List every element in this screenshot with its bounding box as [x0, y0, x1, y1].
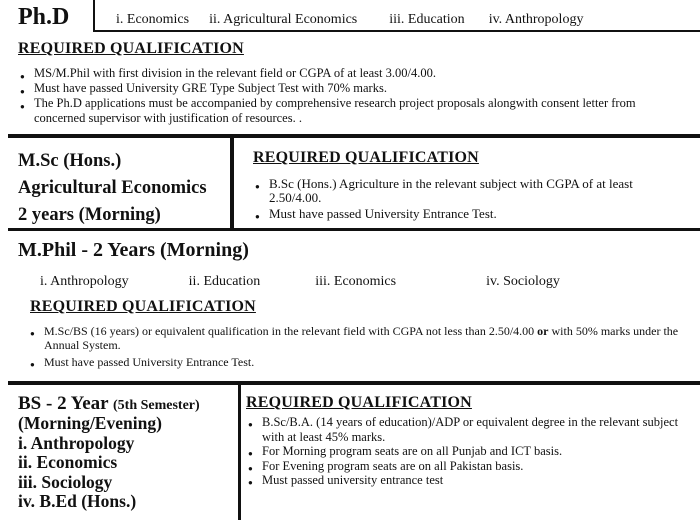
mphil-bullet-1a: M.Sc/BS (16 years) or equivalent qualification in the relevant field with CGPA not less than 2.50/4.00 — [44, 324, 538, 338]
phd-field-4: iv. Anthropology — [488, 12, 584, 27]
bs-program-2: ii. Economics — [18, 452, 118, 472]
msc-subject: Agricultural Economics — [18, 178, 207, 198]
list-item: ● Must have passed University Entrance Test. — [30, 355, 690, 369]
bs-title — [18, 393, 200, 415]
bs-title-semester: (5th Semester) — [113, 398, 200, 413]
mphil-field-1: i. Anthropology — [40, 274, 129, 289]
list-item: ● B.Sc/B.A. (14 years of education)/ADP or equivalent degree in the relevant subject with at least 45% marks. — [248, 415, 696, 444]
msc-top-rule — [8, 134, 700, 138]
bs-program-1: i. Anthropology — [18, 432, 135, 453]
mphil-bullet-list — [30, 324, 690, 369]
mphil-fields — [40, 274, 560, 290]
mphil-req-heading: REQUIRED QUALIFICATION — [30, 298, 256, 315]
bs-top-rule — [8, 381, 700, 385]
bs-bullet-list — [248, 415, 696, 488]
bs-title-main: BS - 2 Year — [18, 393, 113, 414]
phd-divider-vertical — [93, 0, 95, 32]
list-item: ● The Ph.D applications must be accompanied by comprehensive research project proposals alongwith consent letter from concerned supervisor with justification of resources. . — [20, 96, 690, 126]
msc-divider-vertical — [230, 134, 234, 230]
phd-field-1: i. Economics — [116, 12, 190, 27]
msc-req-heading: REQUIRED QUALIFICATION — [253, 149, 479, 166]
phd-top-rule — [95, 30, 700, 32]
bs-program-block — [18, 414, 162, 512]
msc-bullet-list — [255, 177, 680, 221]
mphil-field-3: iii. Economics — [315, 274, 397, 289]
list-item: ● Must have passed University Entrance Test. — [255, 207, 680, 221]
mphil-bullet-1-or: or — [537, 324, 549, 338]
phd-bullet-list — [20, 66, 690, 126]
phd-field-2: ii. Agricultural Economics — [209, 12, 358, 27]
phd-title: Ph.D — [18, 4, 70, 30]
msc-duration: 2 years (Morning) — [18, 205, 161, 225]
mphil-field-2: ii. Education — [188, 274, 261, 289]
bs-program-3: iii. Sociology — [18, 471, 113, 492]
mphil-bullet-1b: with 50% marks under the Annual System. — [44, 324, 679, 352]
list-item: ● For Morning program seats are on all Punjab and ICT basis. — [248, 444, 696, 459]
list-item: ● MS/M.Phil with first division in the relevant field or CGPA of at least 3.00/4.00. — [20, 66, 690, 81]
mphil-field-4: iv. Sociology — [486, 274, 560, 289]
list-item: ● Must passed university entrance test — [248, 473, 696, 488]
msc-title: M.Sc (Hons.) — [18, 151, 122, 171]
phd-field-3: iii. Education — [389, 12, 465, 27]
bs-divider-vertical — [238, 381, 241, 520]
bs-req-heading: REQUIRED QUALIFICATION — [246, 394, 472, 411]
bs-shift: (Morning/Evening) — [18, 413, 162, 433]
bs-program-4: iv. B.Ed (Hons.) — [18, 491, 137, 511]
phd-req-heading: REQUIRED QUALIFICATION — [18, 40, 244, 57]
list-item: ● For Evening program seats are on all Pakistan basis. — [248, 459, 696, 474]
list-item: ● Must have passed University GRE Type Subject Test with 70% marks. — [20, 81, 690, 96]
mphil-title: M.Phil - 2 Years (Morning) — [18, 239, 249, 261]
msc-program-block — [18, 148, 207, 229]
list-item — [30, 324, 690, 352]
list-item: ● B.Sc (Hons.) Agriculture in the relevant subject with CGPA of at least 2.50/4.00. — [255, 177, 680, 205]
phd-fields — [116, 12, 583, 28]
